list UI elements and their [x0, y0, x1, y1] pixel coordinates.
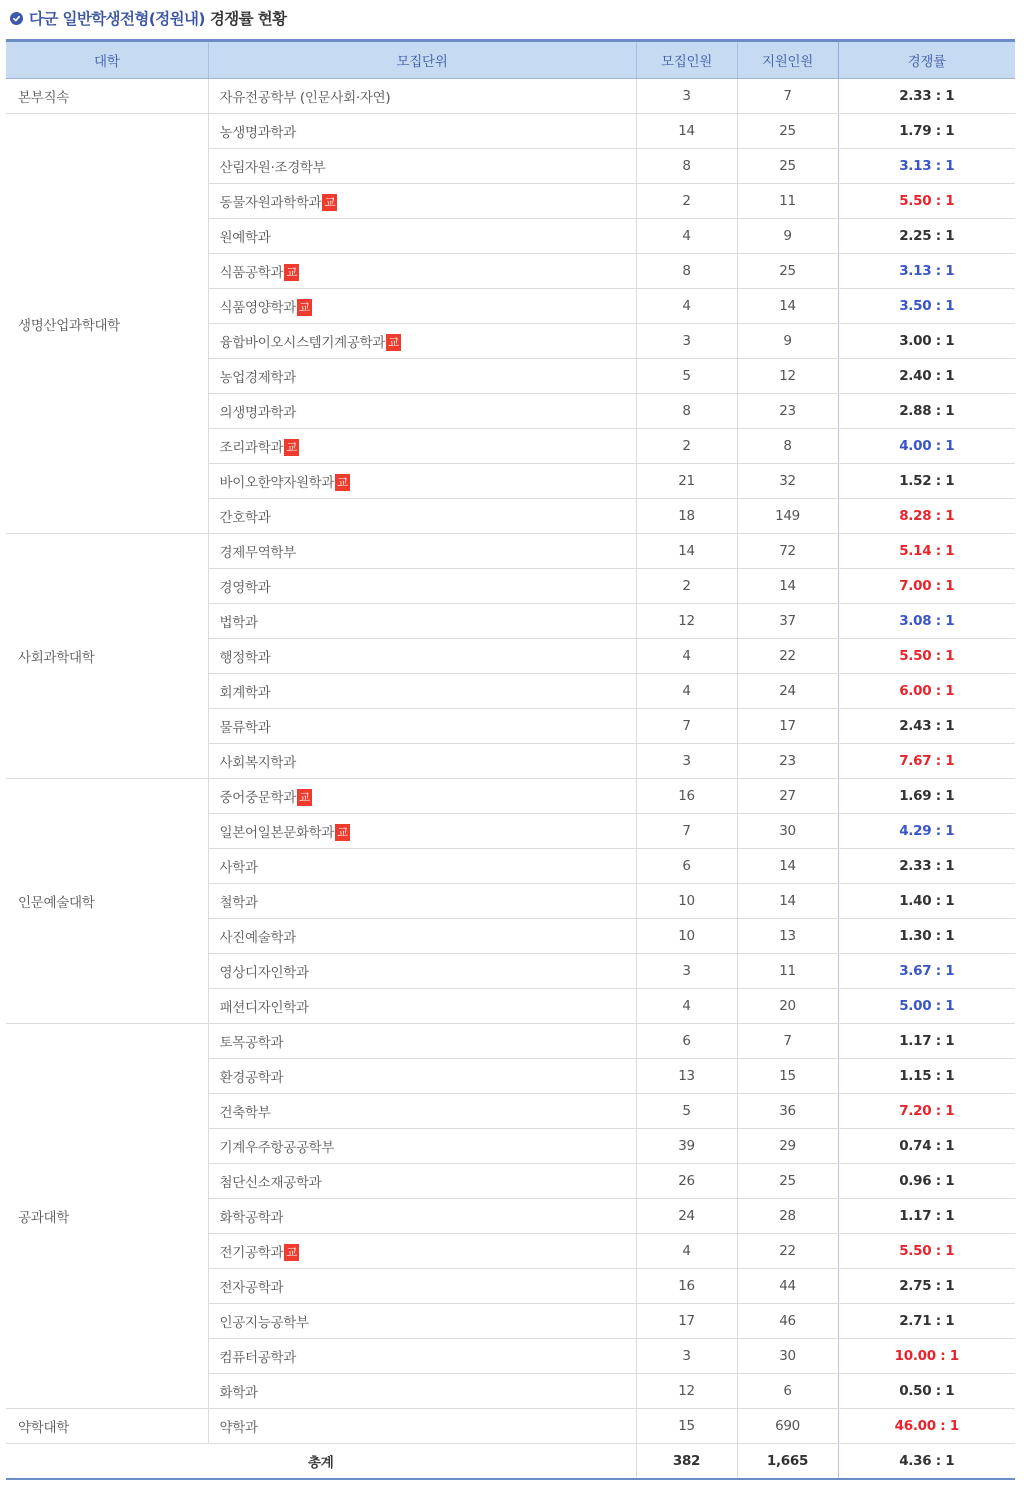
table-row — [6, 1024, 1015, 1059]
quota-cell: 2 — [636, 429, 737, 464]
unit-cell — [208, 569, 636, 604]
quota-cell: 16 — [636, 1269, 737, 1304]
ratio-cell: 5.50 : 1 — [838, 184, 1015, 219]
quota-cell: 4 — [636, 289, 737, 324]
applicants-cell: 6 — [737, 1374, 838, 1409]
unit-label: 동물자원과학학과 — [219, 195, 322, 211]
applicants-cell: 46 — [737, 1304, 838, 1339]
unit-label: 조리과학과 — [219, 440, 284, 456]
applicants-cell: 23 — [737, 394, 838, 429]
unit-cell — [208, 1164, 636, 1199]
table-header-row — [6, 41, 1015, 79]
ratio-cell: 3.00 : 1 — [838, 324, 1015, 359]
unit-label: 회계학과 — [219, 685, 271, 701]
unit-label: 기계우주항공공학부 — [219, 1140, 335, 1156]
ratio-cell: 2.33 : 1 — [838, 849, 1015, 884]
unit-cell — [208, 254, 636, 289]
ratio-cell: 2.33 : 1 — [838, 79, 1015, 114]
title-main: 다군 일반학생전형(정원내) — [29, 10, 205, 28]
ratio-cell: 1.79 : 1 — [838, 114, 1015, 149]
applicants-cell: 29 — [737, 1129, 838, 1164]
unit-cell — [208, 1409, 636, 1444]
applicants-cell: 22 — [737, 1234, 838, 1269]
unit-cell — [208, 1024, 636, 1059]
applicants-cell: 690 — [737, 1409, 838, 1444]
quota-cell: 4 — [636, 989, 737, 1024]
unit-label: 토목공학과 — [219, 1035, 284, 1051]
unit-label: 농업경제학과 — [219, 370, 296, 386]
unit-cell — [208, 534, 636, 569]
unit-label: 전자공학과 — [219, 1280, 284, 1296]
unit-cell — [208, 394, 636, 429]
ratio-cell: 3.13 : 1 — [838, 254, 1015, 289]
unit-cell — [208, 709, 636, 744]
quota-cell: 6 — [636, 849, 737, 884]
quota-cell: 15 — [636, 1409, 737, 1444]
university-cell: 인문예술대학 — [6, 779, 208, 1024]
total-row — [6, 1444, 1015, 1480]
unit-cell — [208, 919, 636, 954]
applicants-cell: 20 — [737, 989, 838, 1024]
unit-label: 철학과 — [219, 895, 258, 911]
table-row — [6, 534, 1015, 569]
competition-table — [6, 39, 1015, 1480]
university-cell: 공과대학 — [6, 1024, 208, 1409]
unit-label: 패션디자인학과 — [219, 1000, 309, 1016]
quota-cell: 3 — [636, 1339, 737, 1374]
quota-cell: 7 — [636, 814, 737, 849]
ratio-cell: 1.52 : 1 — [838, 464, 1015, 499]
unit-label: 경영학과 — [219, 580, 271, 596]
applicants-cell: 44 — [737, 1269, 838, 1304]
col-header-university: 대학 — [6, 41, 208, 79]
ratio-cell: 3.08 : 1 — [838, 604, 1015, 639]
applicants-cell: 30 — [737, 1339, 838, 1374]
applicants-cell: 11 — [737, 954, 838, 989]
ratio-cell: 3.50 : 1 — [838, 289, 1015, 324]
unit-label: 사회복지학과 — [219, 755, 296, 771]
quota-cell: 3 — [636, 954, 737, 989]
quota-cell: 24 — [636, 1199, 737, 1234]
ratio-cell: 3.67 : 1 — [838, 954, 1015, 989]
university-cell: 본부직속 — [6, 79, 208, 114]
quota-cell: 14 — [636, 534, 737, 569]
unit-cell — [208, 289, 636, 324]
unit-label: 사학과 — [219, 860, 258, 876]
teacher-course-badge: 교 — [337, 475, 348, 489]
applicants-cell: 30 — [737, 814, 838, 849]
ratio-cell: 1.30 : 1 — [838, 919, 1015, 954]
title-sub: 경쟁률 현황 — [209, 10, 287, 28]
unit-cell — [208, 954, 636, 989]
teacher-course-badge: 교 — [286, 265, 298, 279]
applicants-cell: 36 — [737, 1094, 838, 1129]
ratio-cell: 5.00 : 1 — [838, 989, 1015, 1024]
unit-label: 사진예술학과 — [219, 930, 296, 946]
applicants-cell: 27 — [737, 779, 838, 814]
unit-cell — [208, 499, 636, 534]
unit-cell — [208, 1129, 636, 1164]
applicants-cell: 25 — [737, 1164, 838, 1199]
quota-cell: 8 — [636, 254, 737, 289]
quota-cell: 17 — [636, 1304, 737, 1339]
unit-cell — [208, 884, 636, 919]
ratio-cell: 2.75 : 1 — [838, 1269, 1015, 1304]
unit-cell — [208, 1374, 636, 1409]
applicants-cell: 25 — [737, 114, 838, 149]
applicants-cell: 24 — [737, 674, 838, 709]
ratio-cell: 46.00 : 1 — [838, 1409, 1015, 1444]
quota-cell: 3 — [636, 324, 737, 359]
total-ratio: 4.36 : 1 — [838, 1444, 1015, 1480]
ratio-cell: 8.28 : 1 — [838, 499, 1015, 534]
unit-cell — [208, 184, 636, 219]
unit-cell — [208, 989, 636, 1024]
teacher-course-badge: 교 — [337, 825, 348, 839]
unit-label: 자유전공학부 (인문사회·자연) — [219, 90, 391, 106]
ratio-cell: 7.20 : 1 — [838, 1094, 1015, 1129]
applicants-cell: 9 — [737, 219, 838, 254]
ratio-cell: 7.00 : 1 — [838, 569, 1015, 604]
unit-label: 화학과 — [219, 1385, 258, 1401]
ratio-cell: 2.40 : 1 — [838, 359, 1015, 394]
ratio-cell: 0.74 : 1 — [838, 1129, 1015, 1164]
unit-cell — [208, 114, 636, 149]
quota-cell: 5 — [636, 1094, 737, 1129]
applicants-cell: 72 — [737, 534, 838, 569]
quota-cell: 14 — [636, 114, 737, 149]
quota-cell: 10 — [636, 884, 737, 919]
teacher-course-badge: 교 — [298, 790, 310, 804]
quota-cell: 12 — [636, 1374, 737, 1409]
applicants-cell: 149 — [737, 499, 838, 534]
ratio-cell: 5.50 : 1 — [838, 1234, 1015, 1269]
ratio-cell: 0.96 : 1 — [838, 1164, 1015, 1199]
unit-label: 의생명과학과 — [219, 405, 296, 421]
ratio-cell: 1.15 : 1 — [838, 1059, 1015, 1094]
table-row — [6, 779, 1015, 814]
quota-cell: 26 — [636, 1164, 737, 1199]
quota-cell: 16 — [636, 779, 737, 814]
applicants-cell: 25 — [737, 254, 838, 289]
unit-label: 경제무역학부 — [219, 545, 296, 561]
col-header-unit: 모집단위 — [208, 41, 636, 79]
unit-cell — [208, 359, 636, 394]
ratio-cell: 4.29 : 1 — [838, 814, 1015, 849]
ratio-cell: 1.40 : 1 — [838, 884, 1015, 919]
unit-cell — [208, 1269, 636, 1304]
check-circle-icon — [10, 12, 23, 25]
ratio-cell: 1.69 : 1 — [838, 779, 1015, 814]
applicants-cell: 13 — [737, 919, 838, 954]
ratio-cell: 4.00 : 1 — [838, 429, 1015, 464]
unit-cell — [208, 324, 636, 359]
quota-cell: 2 — [636, 184, 737, 219]
applicants-cell: 23 — [737, 744, 838, 779]
unit-cell — [208, 849, 636, 884]
total-quota: 382 — [636, 1444, 737, 1480]
unit-cell — [208, 744, 636, 779]
quota-cell: 4 — [636, 674, 737, 709]
quota-cell: 3 — [636, 744, 737, 779]
ratio-cell: 6.00 : 1 — [838, 674, 1015, 709]
quota-cell: 5 — [636, 359, 737, 394]
unit-cell — [208, 674, 636, 709]
university-cell: 생명산업과학대학 — [6, 114, 208, 534]
applicants-cell: 14 — [737, 884, 838, 919]
ratio-cell: 2.25 : 1 — [838, 219, 1015, 254]
ratio-cell: 7.67 : 1 — [838, 744, 1015, 779]
unit-cell — [208, 1059, 636, 1094]
teacher-course-badge: 교 — [286, 440, 298, 454]
unit-cell — [208, 1094, 636, 1129]
unit-label: 컴퓨터공학과 — [219, 1350, 296, 1366]
quota-cell: 21 — [636, 464, 737, 499]
applicants-cell: 37 — [737, 604, 838, 639]
table-row — [6, 79, 1015, 114]
col-header-quota: 모집인원 — [636, 41, 737, 79]
university-cell: 약학대학 — [6, 1409, 208, 1444]
unit-cell — [208, 464, 636, 499]
unit-label: 바이오한약자원학과 — [219, 475, 335, 491]
quota-cell: 8 — [636, 149, 737, 184]
unit-cell — [208, 149, 636, 184]
applicants-cell: 7 — [737, 1024, 838, 1059]
unit-label: 식품영양학과 — [219, 300, 296, 316]
applicants-cell: 11 — [737, 184, 838, 219]
unit-label: 산림자원·조경학부 — [219, 160, 326, 176]
unit-label: 환경공학과 — [219, 1070, 284, 1086]
unit-label: 법학과 — [219, 615, 258, 631]
applicants-cell: 22 — [737, 639, 838, 674]
unit-label: 전기공학과 — [219, 1245, 284, 1261]
applicants-cell: 17 — [737, 709, 838, 744]
table-row — [6, 1409, 1015, 1444]
applicants-cell: 28 — [737, 1199, 838, 1234]
ratio-cell: 10.00 : 1 — [838, 1339, 1015, 1374]
unit-cell — [208, 1199, 636, 1234]
unit-cell — [208, 604, 636, 639]
unit-label: 원예학과 — [219, 230, 271, 246]
unit-cell — [208, 1304, 636, 1339]
university-cell: 사회과학대학 — [6, 534, 208, 779]
unit-label: 영상디자인학과 — [219, 965, 309, 981]
quota-cell: 6 — [636, 1024, 737, 1059]
ratio-cell: 1.17 : 1 — [838, 1199, 1015, 1234]
unit-label: 중어중문학과 — [219, 790, 296, 806]
unit-cell — [208, 219, 636, 254]
ratio-cell: 2.71 : 1 — [838, 1304, 1015, 1339]
unit-label: 행정학과 — [219, 650, 271, 666]
ratio-cell: 2.88 : 1 — [838, 394, 1015, 429]
unit-label: 건축학부 — [219, 1105, 271, 1121]
applicants-cell: 14 — [737, 849, 838, 884]
teacher-course-badge: 교 — [286, 1245, 298, 1259]
ratio-cell: 0.50 : 1 — [838, 1374, 1015, 1409]
quota-cell: 8 — [636, 394, 737, 429]
total-applicants: 1,665 — [737, 1444, 838, 1480]
unit-label: 약학과 — [219, 1420, 258, 1436]
unit-cell — [208, 639, 636, 674]
quota-cell: 2 — [636, 569, 737, 604]
ratio-cell: 5.14 : 1 — [838, 534, 1015, 569]
quota-cell: 39 — [636, 1129, 737, 1164]
quota-cell: 7 — [636, 709, 737, 744]
unit-cell — [208, 1339, 636, 1374]
quota-cell: 4 — [636, 639, 737, 674]
total-label: 총계 — [6, 1444, 636, 1480]
ratio-cell: 2.43 : 1 — [838, 709, 1015, 744]
applicants-cell: 7 — [737, 79, 838, 114]
unit-label: 인공지능공학부 — [219, 1315, 309, 1331]
ratio-cell: 1.17 : 1 — [838, 1024, 1015, 1059]
applicants-cell: 32 — [737, 464, 838, 499]
teacher-course-badge: 교 — [388, 335, 399, 349]
applicants-cell: 12 — [737, 359, 838, 394]
applicants-cell: 14 — [737, 289, 838, 324]
unit-label: 화학공학과 — [219, 1210, 284, 1226]
unit-label: 간호학과 — [219, 510, 271, 526]
unit-label: 일본어일본문화학과 — [219, 825, 335, 841]
col-header-applicants: 지원인원 — [737, 41, 838, 79]
quota-cell: 18 — [636, 499, 737, 534]
unit-label: 농생명과학과 — [219, 125, 296, 141]
unit-cell — [208, 814, 636, 849]
ratio-cell: 3.13 : 1 — [838, 149, 1015, 184]
unit-label: 첨단신소재공학과 — [219, 1175, 322, 1191]
quota-cell: 4 — [636, 1234, 737, 1269]
col-header-ratio: 경쟁률 — [838, 41, 1015, 79]
applicants-cell: 8 — [737, 429, 838, 464]
unit-label: 융합바이오시스템기계공학과 — [219, 335, 386, 351]
teacher-course-badge: 교 — [324, 195, 336, 209]
applicants-cell: 14 — [737, 569, 838, 604]
quota-cell: 4 — [636, 219, 737, 254]
unit-cell — [208, 79, 636, 114]
quota-cell: 13 — [636, 1059, 737, 1094]
unit-label: 식품공학과 — [219, 265, 284, 281]
quota-cell: 3 — [636, 79, 737, 114]
unit-label: 물류학과 — [219, 720, 271, 736]
applicants-cell: 15 — [737, 1059, 838, 1094]
table-row — [6, 114, 1015, 149]
table-body — [6, 79, 1015, 1444]
teacher-course-badge: 교 — [298, 300, 310, 314]
unit-cell — [208, 429, 636, 464]
unit-cell — [208, 1234, 636, 1269]
ratio-cell: 5.50 : 1 — [838, 639, 1015, 674]
applicants-cell: 9 — [737, 324, 838, 359]
section-title — [10, 4, 287, 32]
applicants-cell: 25 — [737, 149, 838, 184]
quota-cell: 10 — [636, 919, 737, 954]
quota-cell: 12 — [636, 604, 737, 639]
unit-cell — [208, 779, 636, 814]
